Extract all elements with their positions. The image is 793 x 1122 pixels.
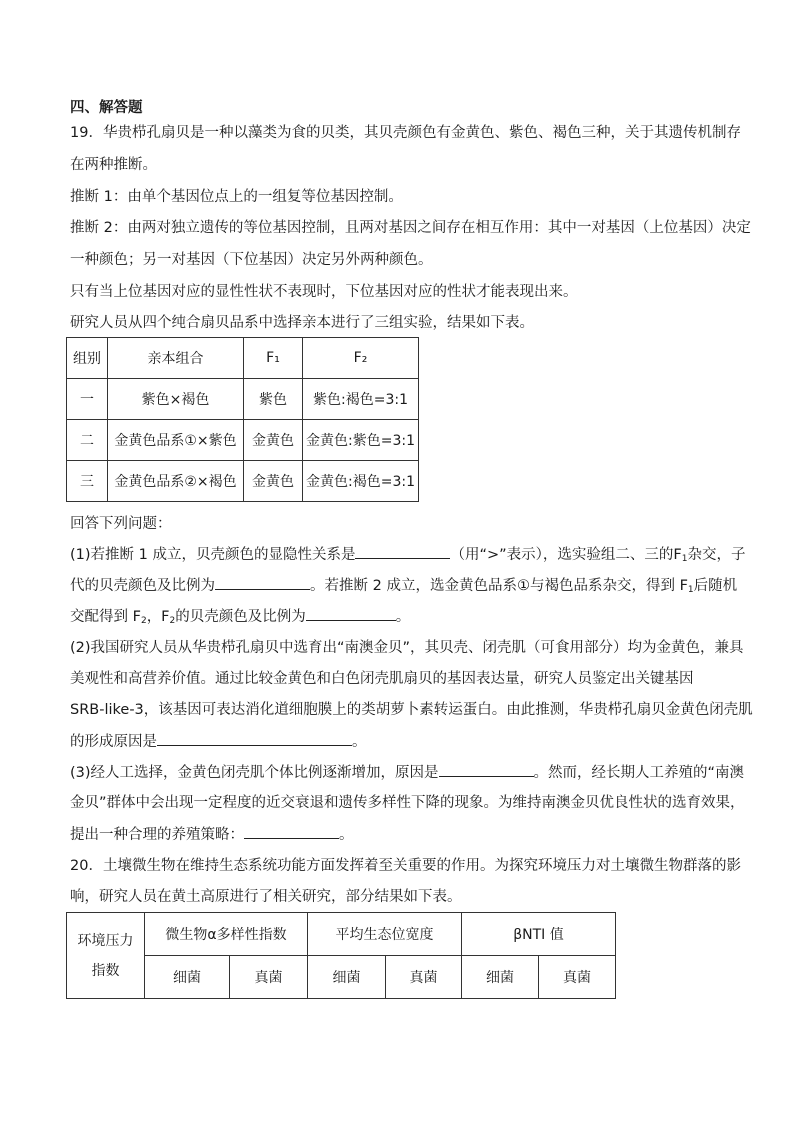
subheader-cell: 真菌	[230, 956, 308, 999]
text-span: （用“>”表示），选实验组二、三的	[450, 547, 674, 563]
table-header-row	[67, 913, 616, 956]
table-row	[67, 420, 419, 461]
subscript: 2	[169, 616, 176, 626]
text-span: 。	[352, 734, 367, 750]
text-span: F	[679, 578, 688, 594]
q19-part2-line-3: SRB-like-3，该基因可表达消化道细胞膜上的类胡萝卜素转运蛋白。由此推测，华贵栉孔扇贝金黄色闭壳肌	[70, 702, 753, 718]
q19-part2-line-4	[70, 731, 725, 752]
text-span: 提出一种合理的养殖策略：	[70, 827, 244, 843]
table-cell: 紫色×褐色	[108, 379, 244, 420]
table-cell: 金黄色	[244, 420, 303, 461]
q19-part3-line-3	[70, 824, 725, 845]
table-cell: 金黄色:褐色=3:1	[303, 461, 419, 502]
row-header-cell	[67, 913, 145, 999]
group-header-cell: βNTI 值	[462, 913, 616, 956]
answer-blank	[355, 544, 450, 559]
q19-intro-line-2: 在两种推断。	[70, 157, 157, 173]
text-span: 。若推断 2 成立，选金黄色品系①与褐色品系杂交，得到	[310, 578, 680, 594]
header-cell: 亲本组合	[108, 338, 244, 379]
answer-prompt: 回答下列问题：	[70, 516, 172, 532]
q19-inference-1: 推断 1：由单个基因位点上的一组复等位基因控制。	[70, 189, 403, 205]
q19-intro-line-1: 19．华贵栉孔扇贝是一种以藻类为食的贝类，其贝壳颜色有金黄色、紫色、褐色三种，关于其遗传机制存	[70, 125, 741, 141]
subheader-cell: 细菌	[145, 956, 230, 999]
table-cell: 金黄色品系①×紫色	[108, 420, 244, 461]
header-cell: 组别	[67, 338, 108, 379]
q20-intro-line-1: 20．土壤微生物在维持生态系统功能方面发挥着至关重要的作用。为探究环境压力对土壤微生物群落的影	[70, 858, 741, 874]
table-cell: 金黄色:紫色=3:1	[303, 420, 419, 461]
q19-part2-line-2: 美观性和高营养价值。通过比较金黄色和白色闭壳肌扇贝的基因表达量，研究人员鉴定出关键基因	[70, 671, 694, 687]
q19-part1-line-1	[70, 544, 746, 569]
row-header-line-1: 环境压力	[77, 932, 134, 949]
subheader-cell: 真菌	[386, 956, 462, 999]
q19-experiment-intro: 研究人员从四个纯合扇贝品系中选择亲本进行了三组实验，结果如下表。	[70, 315, 534, 331]
table-cell: 二	[67, 420, 108, 461]
subheader-cell: 细菌	[462, 956, 539, 999]
text-span: (1)若推断 1 成立，贝壳颜色的显隐性关系是	[70, 547, 356, 563]
text-span: 。	[395, 609, 411, 625]
text-span: 代的贝壳颜色及比例为	[70, 578, 215, 594]
answer-blank	[215, 575, 310, 590]
table-cell: 三	[67, 461, 108, 502]
q19-results-table	[66, 337, 419, 502]
table-cell: 紫色	[244, 379, 303, 420]
subheader-cell: 细菌	[308, 956, 386, 999]
answer-blank	[157, 731, 352, 746]
text-span: 的贝壳颜色及比例为	[175, 609, 306, 625]
section-title: 四、解答题	[70, 100, 143, 116]
text-span: 杂交，子	[687, 547, 746, 563]
q19-part3-line-1	[70, 762, 745, 783]
table-cell: 金黄色	[244, 461, 303, 502]
text-span: ，F	[146, 609, 170, 625]
group-header-cell: 平均生态位宽度	[308, 913, 462, 956]
subheader-cell: 真菌	[539, 956, 616, 999]
table-cell: 金黄色品系②×褐色	[108, 461, 244, 502]
header-cell: F₂	[303, 338, 419, 379]
table-header-row	[67, 338, 419, 379]
table-subheader-row	[67, 956, 616, 999]
table-row	[67, 461, 419, 502]
text-span: 交配得到 F	[70, 609, 141, 625]
row-header-line-2: 指数	[91, 962, 120, 979]
q20-results-table	[66, 912, 616, 999]
q19-part1-line-2	[70, 575, 738, 600]
table-cell: 紫色:褐色=3:1	[303, 379, 419, 420]
q19-part1-line-3	[70, 606, 725, 631]
header-cell: F₁	[244, 338, 303, 379]
subscript: 1	[681, 554, 688, 564]
q19-inference-2b: 一种颜色；另一对基因（下位基因）决定另外两种颜色。	[70, 252, 433, 268]
table-row	[67, 379, 419, 420]
q19-inference-2a: 推断 2：由两对独立遗传的等位基因控制，且两对基因之间存在相互作用：其中一对基因（上位基因）决定	[70, 220, 751, 236]
subscript: 2	[140, 616, 147, 626]
answer-blank	[439, 762, 534, 777]
subscript: 1	[687, 585, 694, 595]
q19-part2-line-1: (2)我国研究人员从华贵栉孔扇贝中选育出“南澳金贝”，其贝壳、闭壳肌（可食用部分）均为金黄色，兼具	[70, 640, 744, 656]
text-span: 的形成原因是	[70, 734, 157, 750]
text-span: 。然而，经长期人工养殖的“南澳	[533, 765, 745, 781]
text-span: (3)经人工选择，金黄色闭壳肌个体比例逐渐增加，原因是	[70, 765, 439, 781]
answer-blank	[244, 824, 339, 839]
text-span: F	[673, 547, 682, 563]
q19-part3-line-2: 金贝”群体中会出现一定程度的近交衰退和遗传多样性下降的现象。为维持南澳金贝优良性状的选育效果，	[70, 795, 745, 811]
group-header-cell: 微生物α多样性指数	[145, 913, 308, 956]
text-span: 后随机	[693, 578, 738, 594]
answer-blank	[306, 606, 396, 621]
q19-inference-2c: 只有当上位基因对应的显性性状不表现时，下位基因对应的性状才能表现出来。	[70, 284, 578, 300]
text-span: 。	[339, 827, 354, 843]
q20-intro-line-2: 响，研究人员在黄土高原进行了相关研究，部分结果如下表。	[70, 889, 462, 905]
table-cell: 一	[67, 379, 108, 420]
